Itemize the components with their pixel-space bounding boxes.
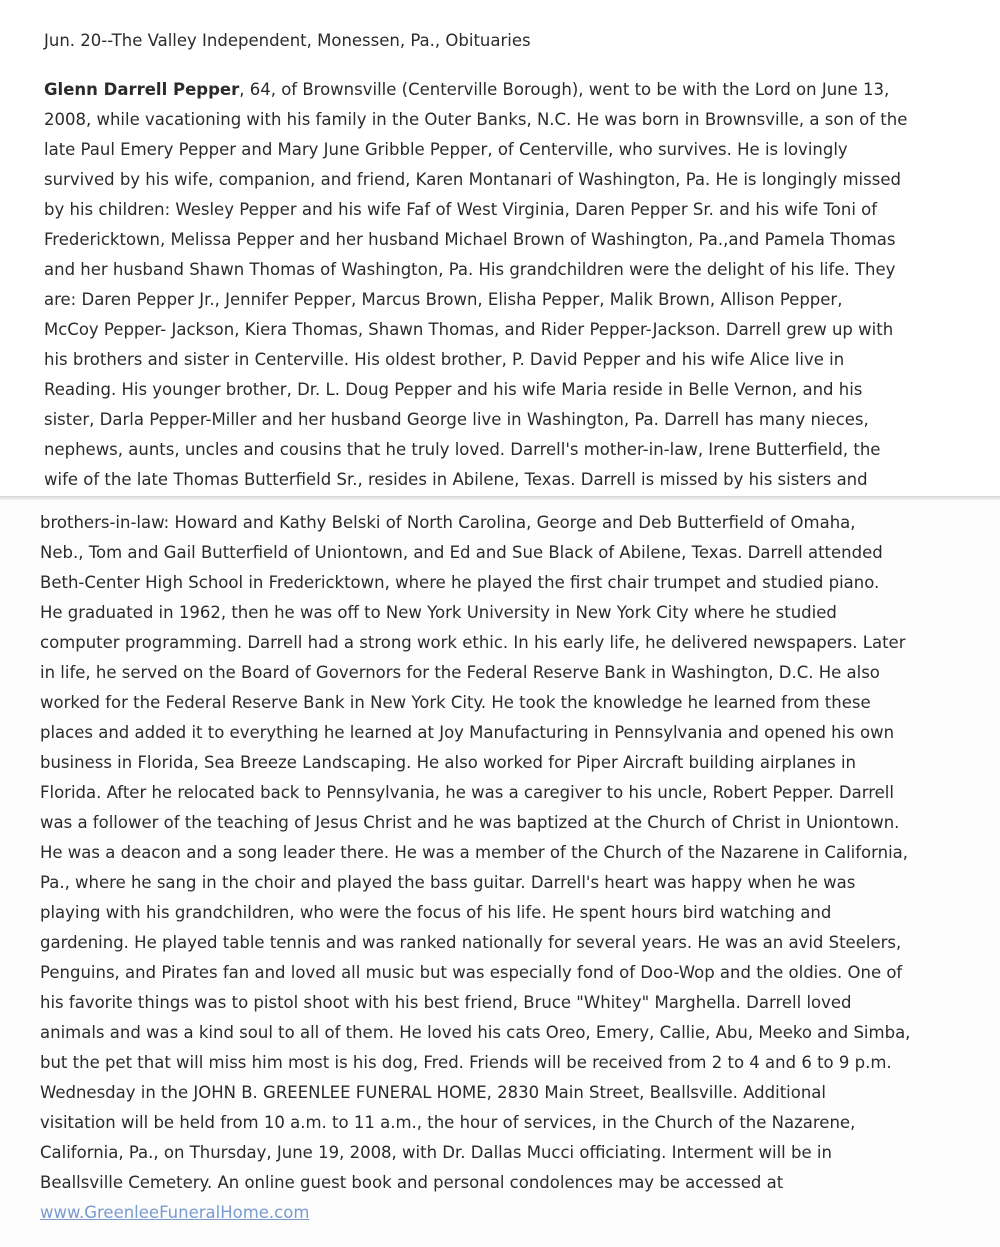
text-line: was a follower of the teaching of Jesus Christ and he was baptized at the Church of Christ in Uniontown. <box>40 813 900 832</box>
obituary-upper-block <box>44 75 964 495</box>
text-line: McCoy Pepper- Jackson, Kiera Thomas, Shawn Thomas, and Rider Pepper-Jackson. Darrell grew up with <box>44 320 894 339</box>
text-line: nephews, aunts, uncles and cousins that he truly loved. Darrell's mother-in-law, Irene Butterfield, the <box>44 440 881 459</box>
text-line: his favorite things was to pistol shoot with his best friend, Bruce "Whitey" Marghella. Darrell loved <box>40 993 852 1012</box>
funeral-home-link[interactable]: www.GreenleeFuneralHome.com <box>40 1203 310 1222</box>
text-line: visitation will be held from 10 a.m. to 11 a.m., the hour of services, in the Church of the Nazarene, <box>40 1113 856 1132</box>
text-line: animals and was a kind soul to all of them. He loved his cats Oreo, Emery, Callie, Abu, Meeko and Simba, <box>40 1023 911 1042</box>
text-line: are: Daren Pepper Jr., Jennifer Pepper, Marcus Brown, Elisha Pepper, Malik Brown, Allison Pepper, <box>44 290 843 309</box>
text-line: Fredericktown, Melissa Pepper and her husband Michael Brown of Washington, Pa.,and Pamela Thomas <box>44 230 896 249</box>
text-line: Beth-Center High School in Fredericktown, where he played the first chair trumpet and studied piano. <box>40 573 880 592</box>
text-line: He graduated in 1962, then he was off to New York University in New York City where he studied <box>40 603 837 622</box>
text-line: late Paul Emery Pepper and Mary June Gribble Pepper, of Centerville, who survives. He is lovingly <box>44 140 848 159</box>
obituary-first-line <box>44 75 964 105</box>
page-fold-line <box>0 496 1000 500</box>
source-header: Jun. 20--The Valley Independent, Monessen, Pa., Obituaries <box>44 31 531 50</box>
text-line: by his children: Wesley Pepper and his wife Faf of West Virginia, Daren Pepper Sr. and his wife Toni of <box>44 200 878 219</box>
text-line: wife of the late Thomas Butterfield Sr., resides in Abilene, Texas. Darrell is missed by his sisters and <box>44 470 868 489</box>
text-line: playing with his grandchildren, who were the focus of his life. He spent hours bird watching and <box>40 903 832 922</box>
text-line: his brothers and sister in Centerville. His oldest brother, P. David Pepper and his wife Alice live in <box>44 350 845 369</box>
text-line: Penguins, and Pirates fan and loved all music but was especially fond of Doo-Wop and the oldies. One of <box>40 963 903 982</box>
text-line: and her husband Shawn Thomas of Washington, Pa. His grandchildren were the delight of his life. They <box>44 260 896 279</box>
text-line: in life, he served on the Board of Governors for the Federal Reserve Bank in Washington, D.C. He also <box>40 663 880 682</box>
text-line: business in Florida, Sea Breeze Landscaping. He also worked for Piper Aircraft building airplanes in <box>40 753 857 772</box>
text-line: gardening. He played table tennis and was ranked nationally for several years. He was an avid Steelers, <box>40 933 902 952</box>
text-line: Wednesday in the JOHN B. GREENLEE FUNERAL HOME, 2830 Main Street, Beallsville. Additional <box>40 1083 827 1102</box>
text-line: 2008, while vacationing with his family in the Outer Banks, N.C. He was born in Brownsville, a son of the <box>44 110 908 129</box>
text-line: Reading. His younger brother, Dr. L. Doug Pepper and his wife Maria reside in Belle Vernon, and his <box>44 380 863 399</box>
text-line: worked for the Federal Reserve Bank in New York City. He took the knowledge he learned from these <box>40 693 871 712</box>
text-line: Florida. After he relocated back to Pennsylvania, he was a caregiver to his uncle, Robert Pepper. Darrell <box>40 783 894 802</box>
deceased-name: Glenn Darrell Pepper <box>44 80 240 99</box>
first-line-text: , 64, of Brownsville (Centerville Borough), went to be with the Lord on June 13, <box>239 80 890 99</box>
text-line: Neb., Tom and Gail Butterfield of Uniontown, and Ed and Sue Black of Abilene, Texas. Darrell attended <box>40 543 883 562</box>
text-line: places and added it to everything he learned at Joy Manufacturing in Pennsylvania and opened his own <box>40 723 895 742</box>
text-line: Pa., where he sang in the choir and played the bass guitar. Darrell's heart was happy when he was <box>40 873 856 892</box>
text-line: sister, Darla Pepper-Miller and her husband George live in Washington, Pa. Darrell has many nieces, <box>44 410 869 429</box>
text-line: Beallsville Cemetery. An online guest book and personal condolences may be accessed at <box>40 1173 784 1192</box>
text-line: computer programming. Darrell had a strong work ethic. In his early life, he delivered newspapers. Later <box>40 633 906 652</box>
text-line: survived by his wife, companion, and friend, Karen Montanari of Washington, Pa. He is longingly missed <box>44 170 901 189</box>
obituary-lower-block <box>40 508 960 1228</box>
text-line: He was a deacon and a song leader there. He was a member of the Church of the Nazarene in California, <box>40 843 909 862</box>
text-line: but the pet that will miss him most is his dog, Fred. Friends will be received from 2 to 4 and 6 to 9 p.m. <box>40 1053 892 1072</box>
text-line: California, Pa., on Thursday, June 19, 2008, with Dr. Dallas Mucci officiating. Interment will be in <box>40 1143 832 1162</box>
text-line: brothers-in-law: Howard and Kathy Belski of North Carolina, George and Deb Butterfield of Omaha, <box>40 513 856 532</box>
